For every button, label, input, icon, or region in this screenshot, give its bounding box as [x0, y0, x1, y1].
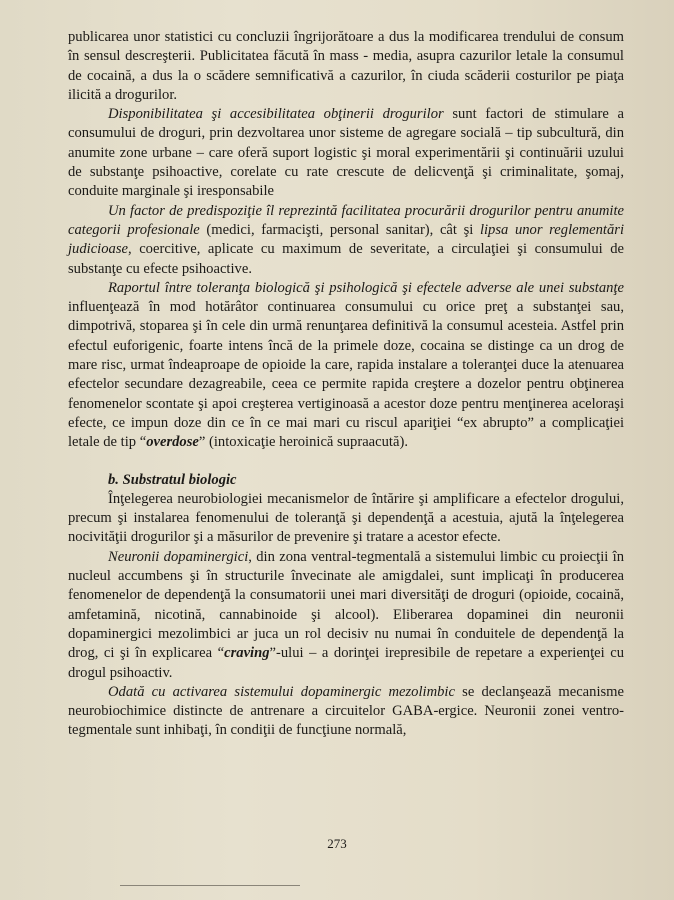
section-gap — [68, 453, 624, 471]
paragraph-text: , din zona ventral-tegmentală a sistemului limbic cu proiecţii în nucleul accumbens şi în structurile învecinate ale amigdalei, sunt implicaţi în producerea fenomenelor de dependenţă la consumatorii unei mari diversităţi de droguri (opioide, cocaină, amfetamină, nicotină, cannabinoide şi alcool). Eliberarea dopaminei din neuronii dopaminergici mezolimbici ar juca un rol decisiv nu numai în conduitele de dependenţă la drog, ci şi în explicarea “ — [68, 548, 624, 662]
page-number: 273 — [327, 836, 347, 851]
italic-phrase: Raportul între toleranţa biologică şi psihologică şi efectele adverse ale unei substanţe — [108, 279, 624, 296]
bold-term: overdose — [146, 434, 199, 451]
paragraph-4 — [68, 279, 624, 453]
paragraph-text: (medici, farmacişti, personal sanitar), cât şi — [199, 221, 480, 238]
paragraph-text: ”-ului – a dorinţei irepresibile de repetare a experienţei cu drogul psihoactiv. — [68, 645, 624, 681]
paragraph-text: sunt factori de stimulare a consumului de droguri, prin dezvoltarea unor sisteme de agregare socială – tip subcultură, din anumite zone urbane – care oferă suport logistic şi moral experimentării şi continuării uzului de substanţe psihoactive, corelate cu rate crescute de delicvenţă şi criminalitate, şomaj, conduite marginale şi iresponsabile — [68, 106, 624, 200]
italic-phrase: lipsa unor reglementări judicioase — [68, 221, 625, 258]
paragraph-1: publicarea unor statistici cu concluzii îngrijorătoare a dus la modificarea trendului de consum în sensul descreşterii. Publicitatea făcută în mass - media, asupra cazurilor letale la consumul de cocaină, a dus la o scădere semnificativă a cazurilor, în ciuda scăderii costurilor pe piaţa ilicită a drogurilor. — [68, 29, 624, 103]
section-heading: b. Substratul biologic — [108, 471, 237, 488]
paragraph-2 — [68, 105, 624, 201]
paragraph-7 — [68, 683, 624, 741]
italic-phrase: Disponibilitatea şi accesibilitatea obţinerii drogurilor — [108, 106, 444, 123]
italic-phrase: Odată cu activarea sistemului dopaminergic mezolimbic — [108, 683, 455, 700]
paragraph-text: ” (intoxicaţie heroinică supraacută). — [198, 434, 408, 451]
paragraph-text: se declanşează mecanisme neurobiochimice distincte de antrenare a circuitelor GABA-ergice. Neuronii zonei ventro-tegmentale sunt inhibaţi, în condiţii de funcţiune normală, — [68, 683, 625, 739]
paragraph-text: , coercitive, aplicate cu maximum de severitate, a circulaţiei şi consumului de substanţe cu efecte psihoactive. — [68, 241, 624, 277]
scan-artifact — [120, 885, 300, 886]
body-text — [68, 28, 624, 741]
bold-term: craving — [224, 645, 270, 662]
italic-phrase: Neuronii dopaminergici — [108, 548, 249, 565]
paragraph-text: influenţează în mod hotărâtor continuarea consumului cu orice preţ a substanţei sau, dimpotrivă, stoparea şi în cele din urmă renunţarea definitivă la consumul acesteia. Astfel prin efectul euforigenic, foarte intens încă de la primele doze, cocaina se distinge ca un drog de mare risc, urmat îndeaproape de opioide la care, rapida instalare a toleranţei duce la atenuarea efectelor secundare dezagreabile, ceea ce permite rapida creştere a dozelor pentru obţinerea fenomenelor scontate şi apoi creşterea vertiginoasă a acestor doze pentru menţinerea aceloraşi efecte, ce impun doze din ce în ce mai mari cu riscul apariţiei “ex abrupto” a complicaţiei letale de tip “ — [68, 299, 624, 451]
italic-phrase: Un factor de predispoziţie îl reprezintă facilitatea procurării drogurilor pentru anumite categorii profesionale — [68, 202, 624, 238]
paragraph-6 — [68, 548, 624, 683]
paragraph-5: Înţelegerea neurobiologiei mecanismelor de întărire şi amplificare a efectelor drogului, precum şi instalarea fenomenului de toleranţă şi dependenţă a acestuia, ajută la înţelegerea nocivităţii drogurilor şi a măsurilor de prevenire şi tratare a acestor efecte. — [68, 490, 624, 546]
paragraph-3 — [68, 202, 624, 279]
